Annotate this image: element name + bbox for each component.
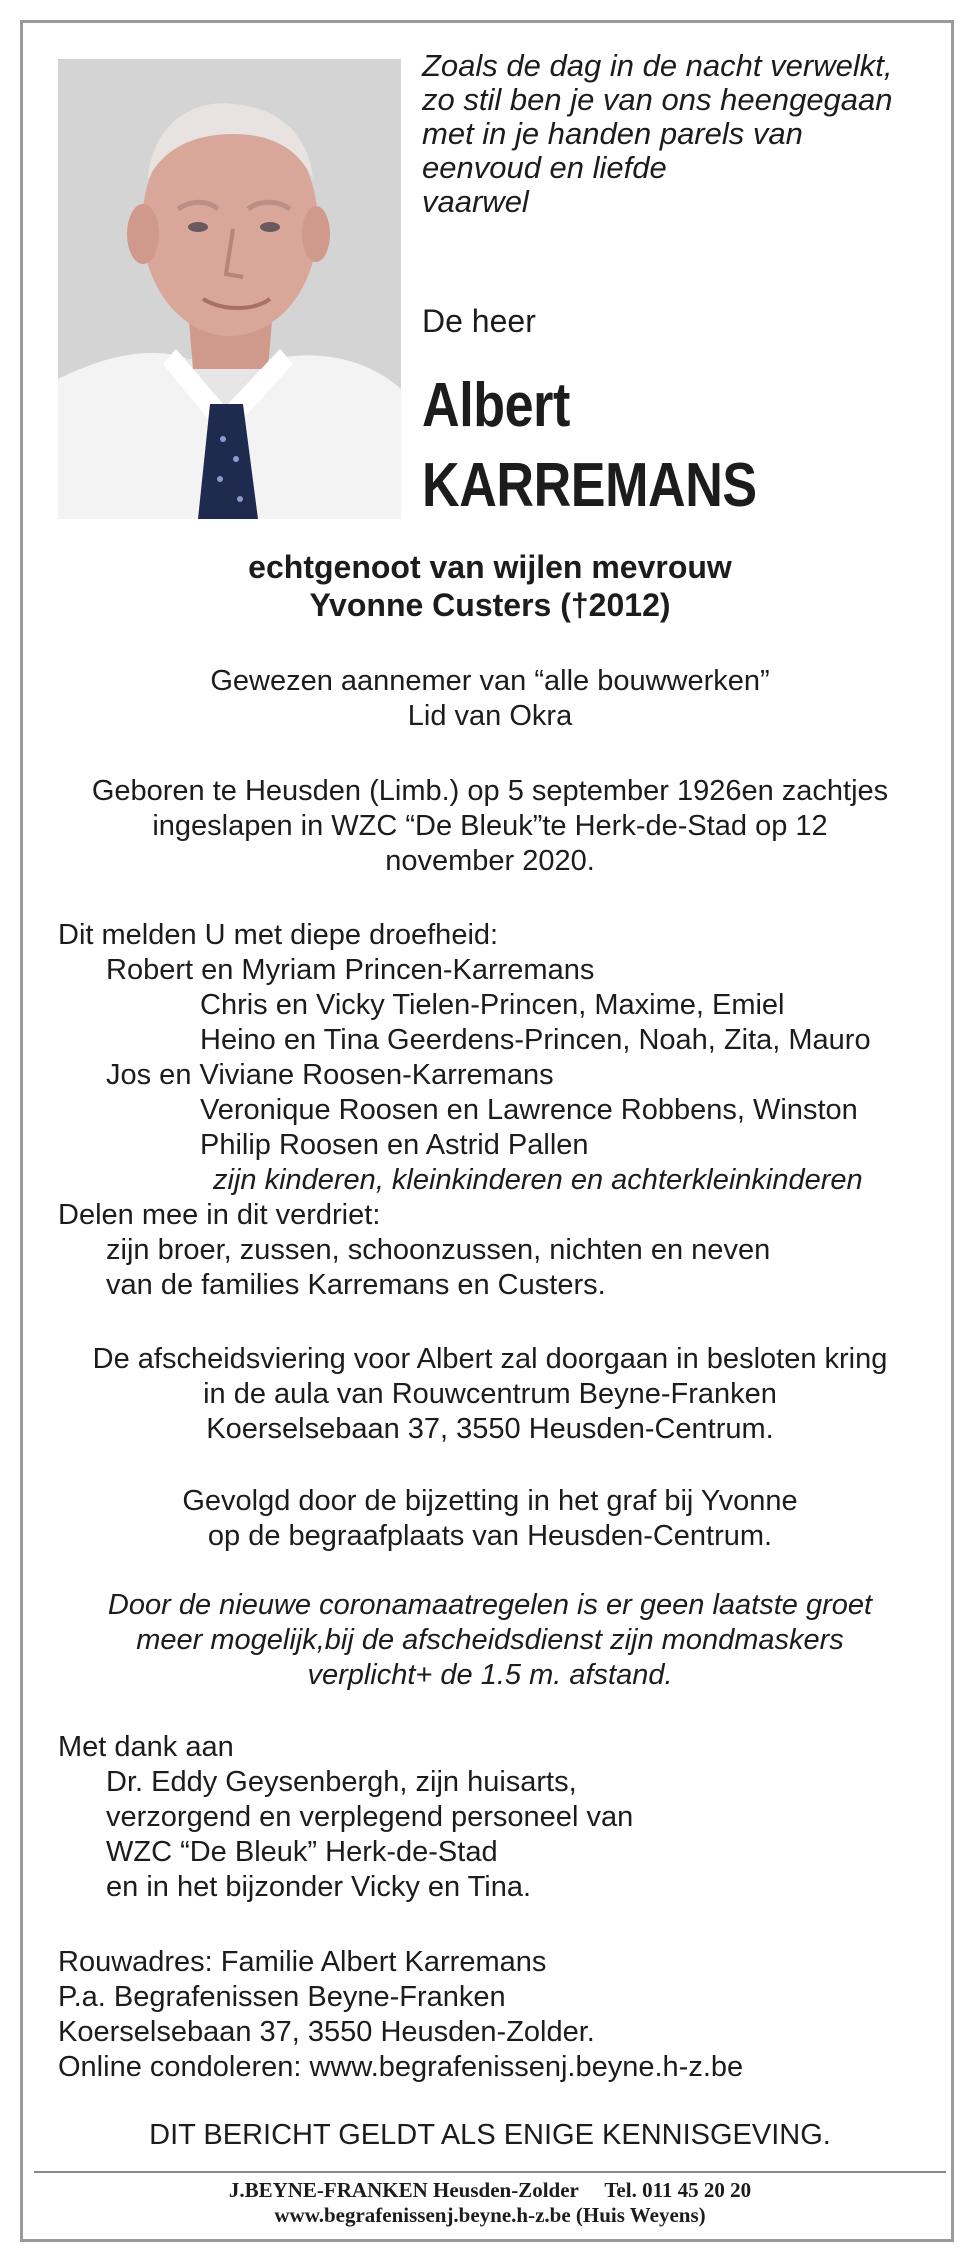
thanks-line: en in het bijzonder Vicky en Tina. xyxy=(106,1871,532,1903)
address-line: P.a. Begrafenissen Beyne-Franken xyxy=(58,1981,506,2013)
covid-line: meer mogelijk,bij de afscheidsdienst zijn mondmaskers xyxy=(136,1624,844,1656)
mourner-line: Robert en Myriam Princen-Karremans xyxy=(106,954,595,986)
birth-death-line: ingeslapen in WZC “De Bleuk”te Herk-de-Stad op 12 xyxy=(152,810,828,842)
deceased-first-name: Albert xyxy=(422,371,570,440)
share-intro: Delen mee in dit verdriet: xyxy=(58,1199,381,1231)
birth-death-line: november 2020. xyxy=(385,845,595,877)
poem xyxy=(422,49,922,219)
salutation: De heer xyxy=(422,303,536,339)
mourner-line: Philip Roosen en Astrid Pallen xyxy=(200,1129,589,1161)
ceremony-line: Koerselsebaan 37, 3550 Heusden-Centrum. xyxy=(206,1413,774,1445)
address-line: Rouwadres: Familie Albert Karremans xyxy=(58,1946,547,1978)
thanks xyxy=(58,1730,938,1905)
condolence-link[interactable]: Online condoleren: www.begrafenissenj.beyne.h-z.be xyxy=(58,2051,744,2083)
mourners xyxy=(58,918,938,1303)
portrait-illustration xyxy=(58,59,401,519)
burial-line: Gevolgd door de bijzetting in het graf bij Yvonne xyxy=(182,1485,798,1517)
footer-contact: J.BEYNE-FRANKEN Heusden-Zolder Tel. 011 45 20 20 xyxy=(228,2178,752,2202)
mourners-intro: Dit melden U met diepe droefheid: xyxy=(58,919,499,951)
covid-notice xyxy=(40,1588,940,1693)
share-line: zijn broer, zussen, schoonzussen, nichten en neven xyxy=(106,1234,771,1266)
spouse-line: echtgenoot van wijlen mevrouw xyxy=(248,549,732,585)
burial-line: op de begraafplaats van Heusden-Centrum. xyxy=(207,1520,773,1552)
ceremony xyxy=(40,1342,940,1447)
mourner-line: Jos en Viviane Roosen-Karremans xyxy=(106,1059,554,1091)
thanks-line: Dr. Eddy Geysenbergh, zijn huisarts, xyxy=(106,1766,577,1798)
funeral-home-footer xyxy=(40,2178,940,2228)
footer-divider xyxy=(34,2171,946,2173)
address xyxy=(58,1945,938,2085)
poem-line: eenvoud en liefde xyxy=(422,150,667,185)
spouse-line: Yvonne Custers (†2012) xyxy=(309,587,671,623)
birth-death xyxy=(40,774,940,879)
occupation xyxy=(40,664,940,734)
covid-line: verplicht+ de 1.5 m. afstand. xyxy=(307,1659,673,1691)
footer-website[interactable]: www.begrafenissenj.beyne.h-z.be (Huis Weyens) xyxy=(274,2203,706,2227)
spouse-info xyxy=(40,548,940,624)
occupation-line: Lid van Okra xyxy=(407,700,573,732)
poem-line: vaarwel xyxy=(422,184,529,219)
mourner-line: Chris en Vicky Tielen-Princen, Maxime, Emiel xyxy=(200,989,785,1021)
share-line: van de families Karremans en Custers. xyxy=(106,1269,606,1301)
mourners-summary: zijn kinderen, kleinkinderen en achterkleinkinderen xyxy=(213,1164,863,1196)
poem-line: Zoals de dag in de nacht verwelkt, xyxy=(422,48,893,83)
poem-line: met in je handen parels van xyxy=(422,116,803,151)
poem-line: zo stil ben je van ons heengegaan xyxy=(422,82,893,117)
ceremony-line: in de aula van Rouwcentrum Beyne-Franken xyxy=(203,1378,777,1410)
thanks-line: WZC “De Bleuk” Herk-de-Stad xyxy=(106,1836,498,1868)
birth-death-line: Geboren te Heusden (Limb.) op 5 september 1926en zachtjes xyxy=(91,775,889,807)
portrait-photo xyxy=(58,59,401,519)
address-line: Koerselsebaan 37, 3550 Heusden-Zolder. xyxy=(58,2016,595,2048)
mourner-line: Heino en Tina Geerdens-Princen, Noah, Zita, Mauro xyxy=(200,1024,871,1056)
occupation-line: Gewezen aannemer van “alle bouwwerken” xyxy=(210,665,770,697)
ceremony-line: De afscheidsviering voor Albert zal doorgaan in besloten kring xyxy=(92,1343,888,1375)
mourner-line: Veronique Roosen en Lawrence Robbens, Winston xyxy=(200,1094,858,1126)
thanks-intro: Met dank aan xyxy=(58,1731,234,1763)
sole-notice: DIT BERICHT GELDT ALS ENIGE KENNISGEVING. xyxy=(149,2119,831,2151)
thanks-line: verzorgend en verplegend personeel van xyxy=(106,1801,634,1833)
burial xyxy=(40,1484,940,1554)
deceased-last-name: KARREMANS xyxy=(422,451,757,520)
covid-line: Door de nieuwe coronamaatregelen is er geen laatste groet xyxy=(107,1589,873,1621)
